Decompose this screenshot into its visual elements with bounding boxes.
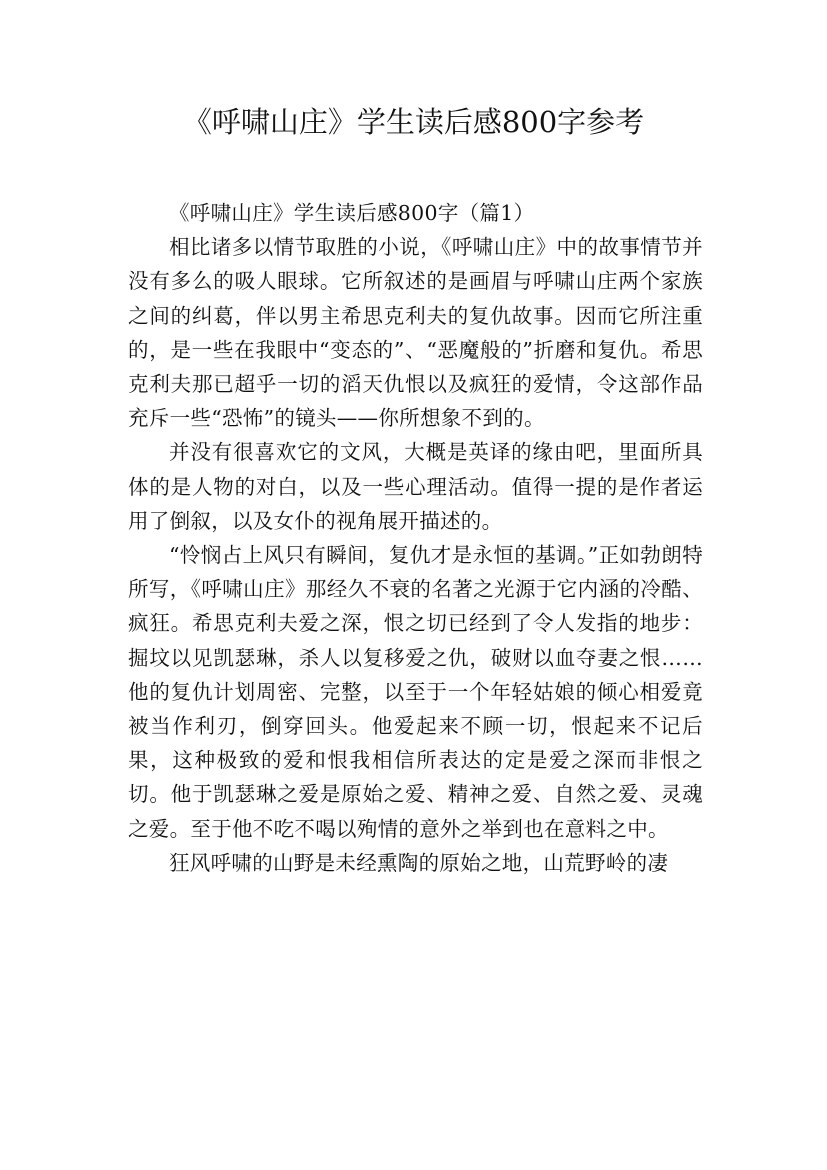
paragraph-1: 相比诸多以情节取胜的小说，《呼啸山庄》中的故事情节并没有多么的吸人眼球。它所叙述的是画眉与呼啸山庄两个家族之间的纠葛，伴以男主希思克利夫的复仇故事。因而它所注重的，是一些在我眼中“变态的”、“恶魔般的”折磨和复仇。希思克利夫那已超乎一切的滔天仇恨以及疯狂的爱情，令这部作品充斥一些“恐怖”的镜头——你所想象不到的。 [128,235,703,431]
paragraph-3: “怜悯占上风只有瞬间，复仇才是永恒的基调。”正如勃朗特所写，《呼啸山庄》那经久不衰的名著之光源于它内涵的冷酷、疯狂。希思克利夫爱之深，恨之切已经到了令人发指的地步：掘坟以见凯瑟琳，杀人以复移爱之仇，破财以血夺妻之恨……他的复仇计划周密、完整，以至于一个年轻姑娘的倾心相爱竟被当作利刃，倒穿回头。他爱起来不顾一切，恨起来不记后果，这种极致的爱和恨我相信所表达的定是爱之深而非恨之切。他于凯瑟琳之爱是原始之爱、精神之爱、自然之爱、灵魂之爱。至于他不吃不喝以殉情的意外之举到也在意料之中。 [128,543,703,841]
document-title: 《呼啸山庄》学生读后感800字参考 [182,105,645,139]
paragraph-2: 并没有很喜欢它的文风，大概是英译的缘由吧，里面所具体的是人物的对白，以及一些心理活动。值得一提的是作者运用了倒叙，以及女仆的视角展开描述的。 [128,440,703,533]
paragraph-4: 狂风呼啸的山野是未经熏陶的原始之地，山荒野岭的凄 [169,850,669,875]
document-body [128,196,703,880]
essay-subtitle: 《呼啸山庄》学生读后感800字（篇1） [169,201,535,225]
